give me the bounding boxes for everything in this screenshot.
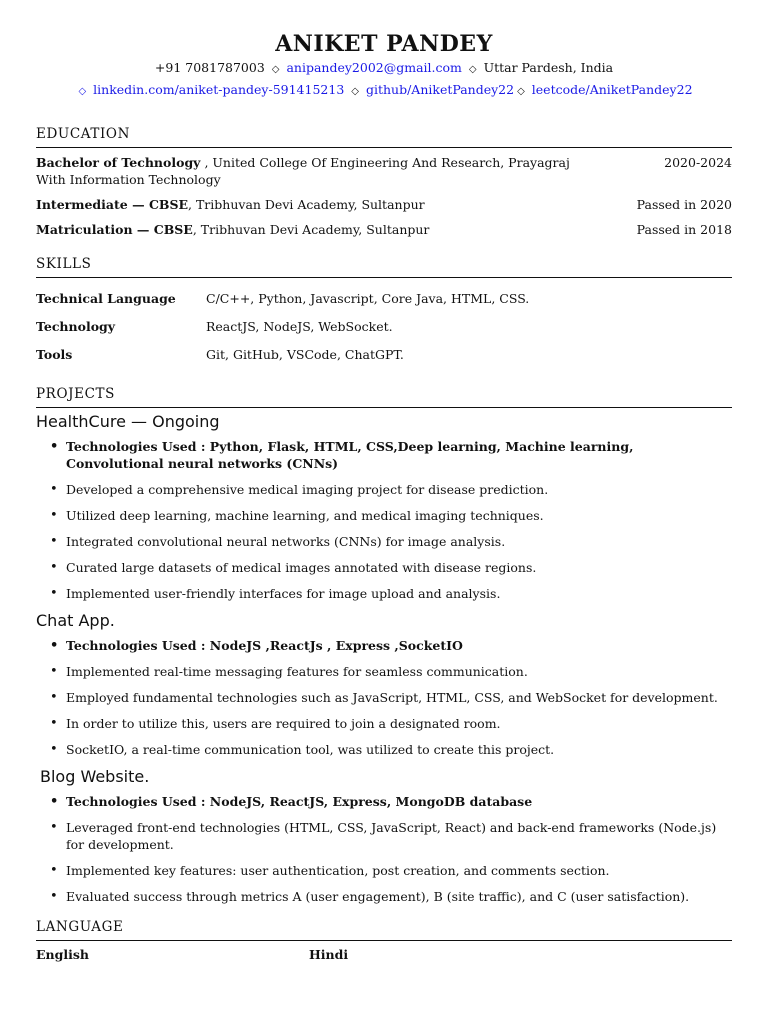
- education-date: Passed in 2018: [636, 222, 732, 237]
- project-technologies: • Technologies Used : NodeJS ,ReactJs , Express ,SocketIO: [50, 637, 732, 654]
- project-title: Blog Website.: [40, 767, 150, 786]
- leetcode-link[interactable]: leetcode/AniketPandey22: [531, 82, 693, 97]
- skill-row: [36, 340, 732, 368]
- list-item: • Implemented user-friendly interfaces for image upload and analysis.: [50, 585, 732, 602]
- github-link[interactable]: github/AniketPandey22: [365, 82, 515, 97]
- skills-heading: SKILLS: [36, 256, 732, 278]
- list-item: • Curated large datasets of medical images annotated with disease regions.: [50, 559, 732, 576]
- projects-heading: PROJECTS: [36, 386, 732, 408]
- diamond-separator-icon: ◇: [517, 86, 525, 97]
- degree-name: Bachelor of Technology: [36, 155, 201, 170]
- contact-line-1: [36, 58, 732, 80]
- project-title: Chat App.: [36, 611, 115, 630]
- language-item: English: [36, 947, 89, 962]
- list-item: • Developed a comprehensive medical imaging project for disease prediction.: [50, 481, 732, 498]
- project-bullets: [36, 637, 732, 758]
- skill-row: [36, 312, 732, 340]
- skill-label: Technology: [36, 318, 116, 334]
- degree-name: Intermediate — CBSE: [36, 197, 189, 212]
- list-item: • Implemented real-time messaging features for seamless communication.: [50, 663, 732, 680]
- education-date: Passed in 2020: [636, 197, 732, 212]
- contact-line-2: [36, 80, 732, 102]
- location: Uttar Pardesh, India: [483, 60, 614, 75]
- skill-value: Git, GitHub, VSCode, ChatGPT.: [206, 346, 404, 362]
- list-item: • SocketIO, a real-time communication tool, was utilized to create this project.: [50, 741, 732, 758]
- skill-row: [36, 284, 732, 312]
- language-section: [36, 947, 732, 962]
- education-item: [36, 154, 732, 188]
- degree-detail: With Information Technology: [36, 172, 221, 187]
- diamond-separator-icon: ◇: [468, 64, 477, 75]
- skill-value: C/C++, Python, Javascript, Core Java, HTML, CSS.: [206, 290, 530, 306]
- degree-name: Matriculation — CBSE: [36, 222, 193, 237]
- education-date: 2020-2024: [664, 155, 732, 170]
- diamond-separator-icon: ◇: [78, 86, 87, 97]
- list-item: • Employed fundamental technologies such as JavaScript, HTML, CSS, and WebSocket for development.: [50, 689, 732, 706]
- language-item: Hindi: [309, 947, 349, 962]
- skills-section: [36, 284, 732, 368]
- institution: , United College Of Engineering And Research, Prayagraj: [204, 155, 570, 170]
- email-link[interactable]: anipandey2002@gmail.com: [286, 60, 462, 75]
- diamond-separator-icon: ◇: [351, 86, 359, 97]
- list-item: • In order to utilize this, users are required to join a designated room.: [50, 715, 732, 732]
- project-technologies: • Technologies Used : NodeJS, ReactJS, Express, MongoDB database: [50, 793, 732, 810]
- list-item: • Integrated convolutional neural networks (CNNs) for image analysis.: [50, 533, 732, 550]
- education-section: [36, 154, 732, 238]
- linkedin-link[interactable]: linkedin.com/aniket-pandey-591415213: [93, 82, 345, 97]
- project-title: HealthCure — Ongoing: [36, 412, 220, 431]
- resume-page: [36, 30, 732, 962]
- project-bullets: [36, 438, 732, 602]
- skill-label: Tools: [36, 346, 73, 362]
- language-heading: LANGUAGE: [36, 919, 732, 941]
- list-item: • Leveraged front-end technologies (HTML, CSS, JavaScript, React) and back-end frameworks (Node.js) for development.: [50, 819, 732, 853]
- project-technologies: • Technologies Used : Python, Flask, HTML, CSS,Deep learning, Machine learning, Convolutional neural networks (CNNs): [50, 438, 732, 472]
- project-bullets: [36, 793, 732, 905]
- education-heading: EDUCATION: [36, 126, 732, 148]
- project-healthcure: [36, 412, 732, 602]
- diamond-separator-icon: ◇: [271, 64, 280, 75]
- project-chat-app: [36, 611, 732, 758]
- list-item: • Evaluated success through metrics A (user engagement), B (site traffic), and C (user satisfaction).: [50, 888, 732, 905]
- skill-value: ReactJS, NodeJS, WebSocket.: [206, 318, 393, 334]
- education-item: [36, 221, 732, 238]
- education-item: [36, 196, 732, 213]
- institution: , Tribhuvan Devi Academy, Sultanpur: [192, 222, 430, 237]
- project-blog-website: [36, 767, 732, 905]
- phone-number: +91 7081787003: [154, 60, 265, 75]
- list-item: • Implemented key features: user authentication, post creation, and comments section.: [50, 862, 732, 879]
- institution: , Tribhuvan Devi Academy, Sultanpur: [188, 197, 425, 212]
- candidate-name: ANIKET PANDEY: [275, 31, 493, 57]
- list-item: • Utilized deep learning, machine learning, and medical imaging techniques.: [50, 507, 732, 524]
- skill-label: Technical Language: [36, 290, 176, 306]
